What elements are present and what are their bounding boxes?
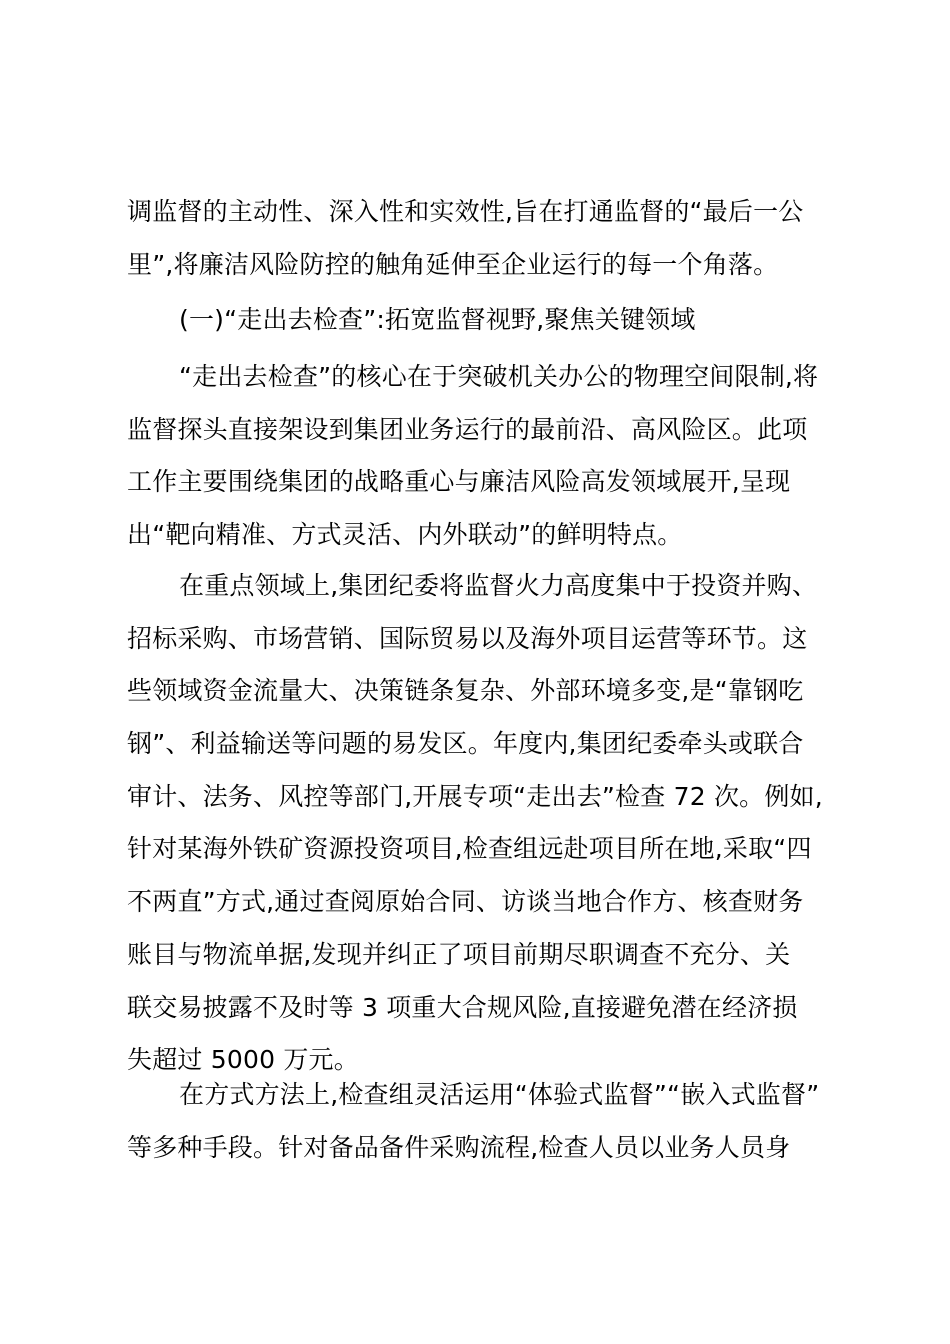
text-line: 钢”、利益输送等问题的易发区。年度内,集团纪委牵头或联合 [127, 729, 804, 759]
text-line: 在方式方法上,检查组灵活运用“体验式监督”“嵌入式监督” [179, 1080, 820, 1109]
text-line: 工作主要围绕集团的战略重心与廉洁风险高发领域展开,呈现 [127, 467, 791, 497]
text-line: 审计、法务、风控等部门,开展专项“走出去”检查 72 次。例如, [127, 781, 823, 811]
text-line: 出“靶向精准、方式灵活、内外联动”的鲜明特点。 [127, 520, 683, 550]
text-line: 监督探头直接架设到集团业务运行的最前沿、高风险区。此项 [127, 414, 808, 444]
text-line: “走出去检查”的核心在于突破机关办公的物理空间限制,将 [179, 362, 819, 391]
text-line: 里”,将廉洁风险防控的触角延伸至企业运行的每一个角落。 [127, 249, 779, 279]
paragraph-key-areas [127, 560, 827, 1087]
text-line: 招标采购、市场营销、国际贸易以及海外项目运营等环节。这 [127, 623, 808, 653]
text-line: 在重点领域上,集团纪委将监督火力高度集中于投资并购、 [179, 571, 818, 600]
text-line: 等多种手段。针对备品备件采购流程,检查人员以业务人员身 [127, 1132, 791, 1162]
text-line: 账目与物流单据,发现并纠正了项目前期尽职调查不充分、关 [127, 939, 791, 969]
text-line: 针对某海外铁矿资源投资项目,检查组远赴项目所在地,采取“四 [127, 834, 812, 864]
text-line: 调监督的主动性、深入性和实效性,旨在打通监督的“最后一公 [127, 197, 804, 226]
text-line: 些领域资金流量大、决策链条复杂、外部环境多变,是“靠钢吃 [127, 676, 804, 706]
text-line: 失超过 5000 万元。 [127, 1045, 359, 1075]
paragraph-core-of-outward-inspection [127, 351, 827, 562]
section-heading [127, 294, 827, 347]
text-line: 不两直”方式,通过查阅原始合同、访谈当地合作方、核查财务 [127, 887, 804, 917]
text-line: 联交易披露不及时等 3 项重大合规风险,直接避免潜在经济损 [127, 992, 798, 1022]
paragraph-methods [127, 1069, 827, 1174]
heading-line: (一)“走出去检查”:拓宽监督视野,聚焦关键领域 [179, 305, 696, 334]
paragraph-continuation [127, 186, 827, 291]
